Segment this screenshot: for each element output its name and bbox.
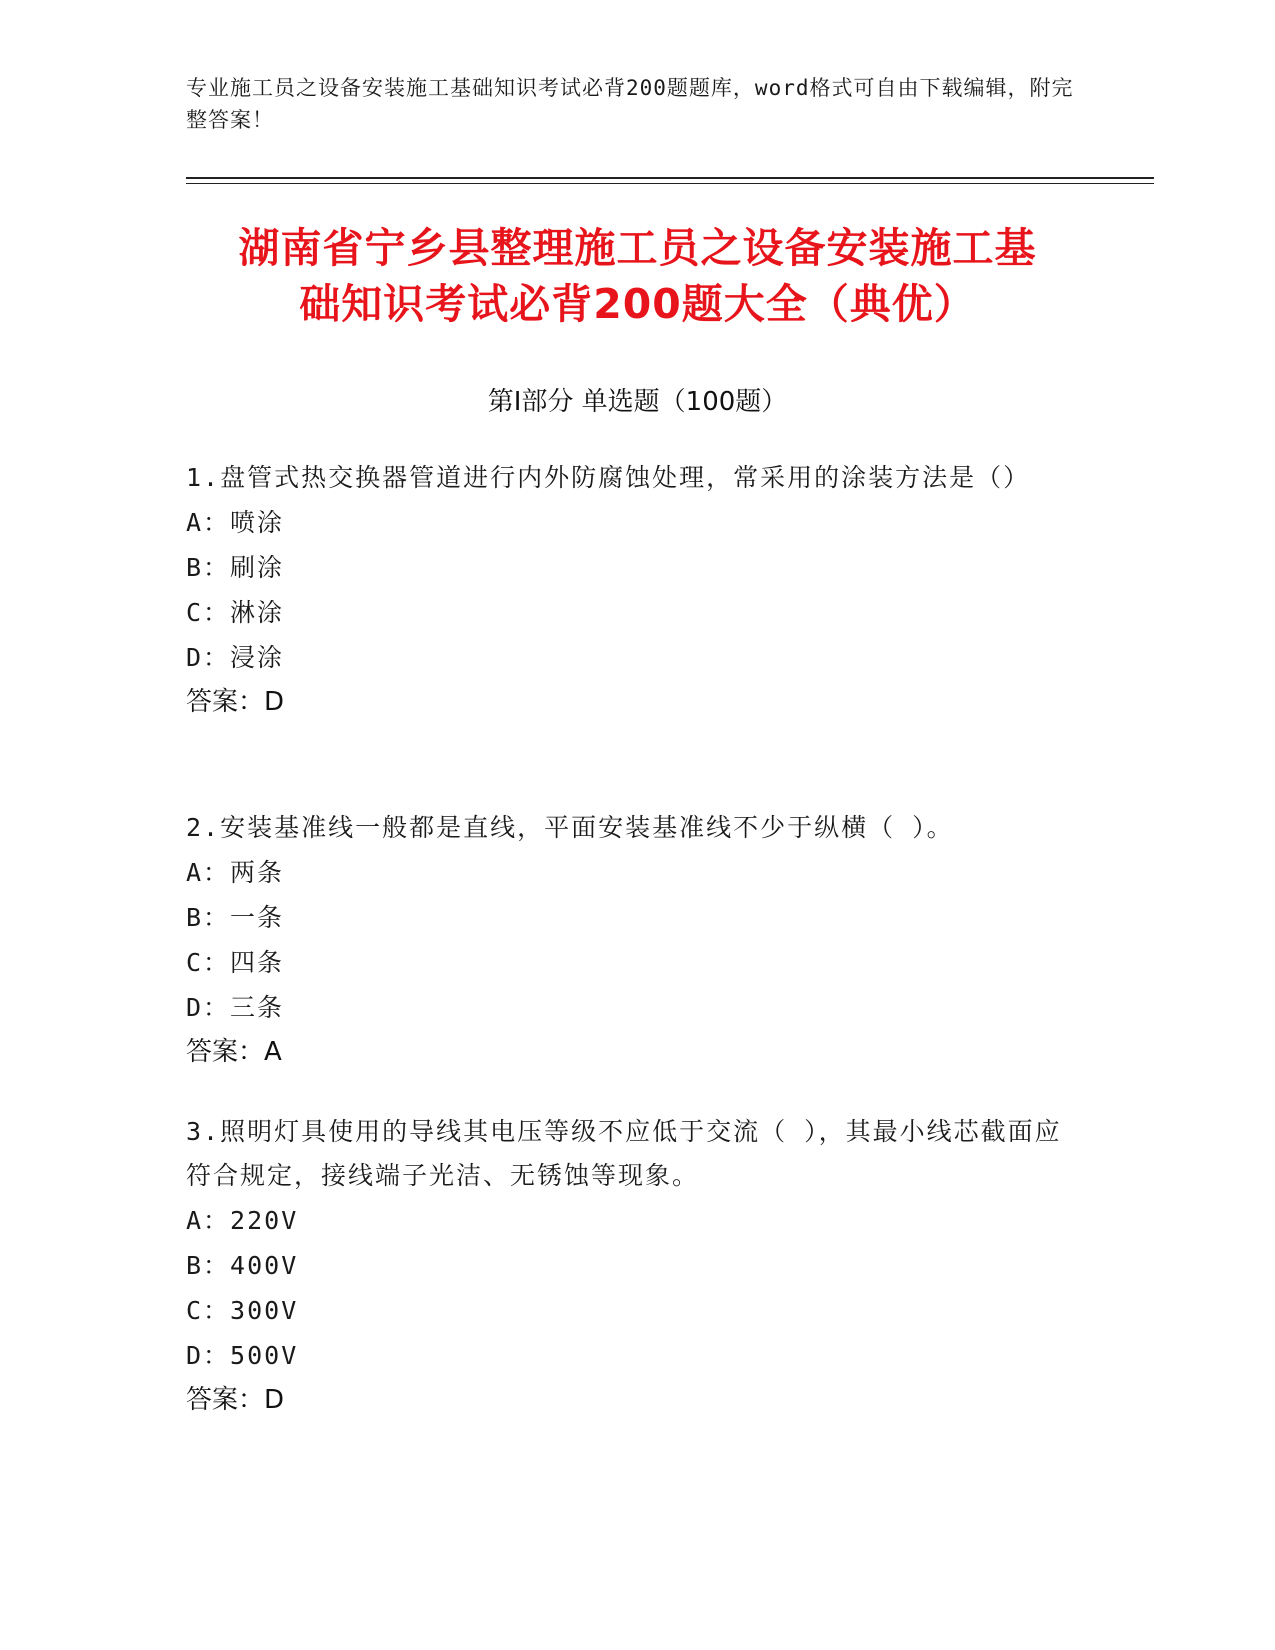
section-heading: 第Ⅰ部分 单选题（100题）	[487, 387, 788, 417]
answer: 答案：A	[186, 1037, 282, 1067]
document-title-line-2: 础知识考试必背200题大全（典优）	[299, 280, 976, 328]
option-a: A：喷涂	[186, 508, 285, 537]
option-d: D：浸涂	[186, 643, 285, 672]
option-a: A：220V	[186, 1206, 299, 1235]
document-title-line-1: 湖南省宁乡县整理施工员之设备安装施工基	[238, 224, 1037, 272]
header-divider-thick	[186, 177, 1154, 179]
option-b: B：刷涂	[186, 553, 285, 582]
option-c: C：300V	[186, 1296, 299, 1325]
header-divider-thin	[186, 183, 1154, 184]
option-b: B：一条	[186, 903, 285, 932]
question-3	[186, 1110, 1086, 1423]
option-b: B：400V	[186, 1251, 299, 1280]
header-note: 专业施工员之设备安装施工基础知识考试必背200题题库，word格式可自由下载编辑，附完整答案！	[186, 76, 1074, 132]
option-a: A：两条	[186, 858, 285, 887]
answer: 答案：D	[186, 1385, 285, 1415]
answer: 答案：D	[186, 687, 285, 717]
question-stem: 1.盘管式热交换器管道进行内外防腐蚀处理，常采用的涂装方法是（）	[186, 463, 1031, 492]
question-stem: 3.照明灯具使用的导线其电压等级不应低于交流（ ），其最小线芯截面应符合规定，接线端子光洁、无锈蚀等现象。	[186, 1117, 1062, 1190]
option-c: C：淋涂	[186, 598, 285, 627]
option-d: D：500V	[186, 1341, 299, 1370]
question-2	[186, 806, 1086, 1075]
question-1	[186, 456, 1086, 725]
option-c: C：四条	[186, 948, 285, 977]
document-title	[170, 220, 1105, 332]
question-stem: 2.安装基准线一般都是直线，平面安装基准线不少于纵横（ ）。	[186, 813, 954, 842]
option-d: D：三条	[186, 993, 285, 1022]
